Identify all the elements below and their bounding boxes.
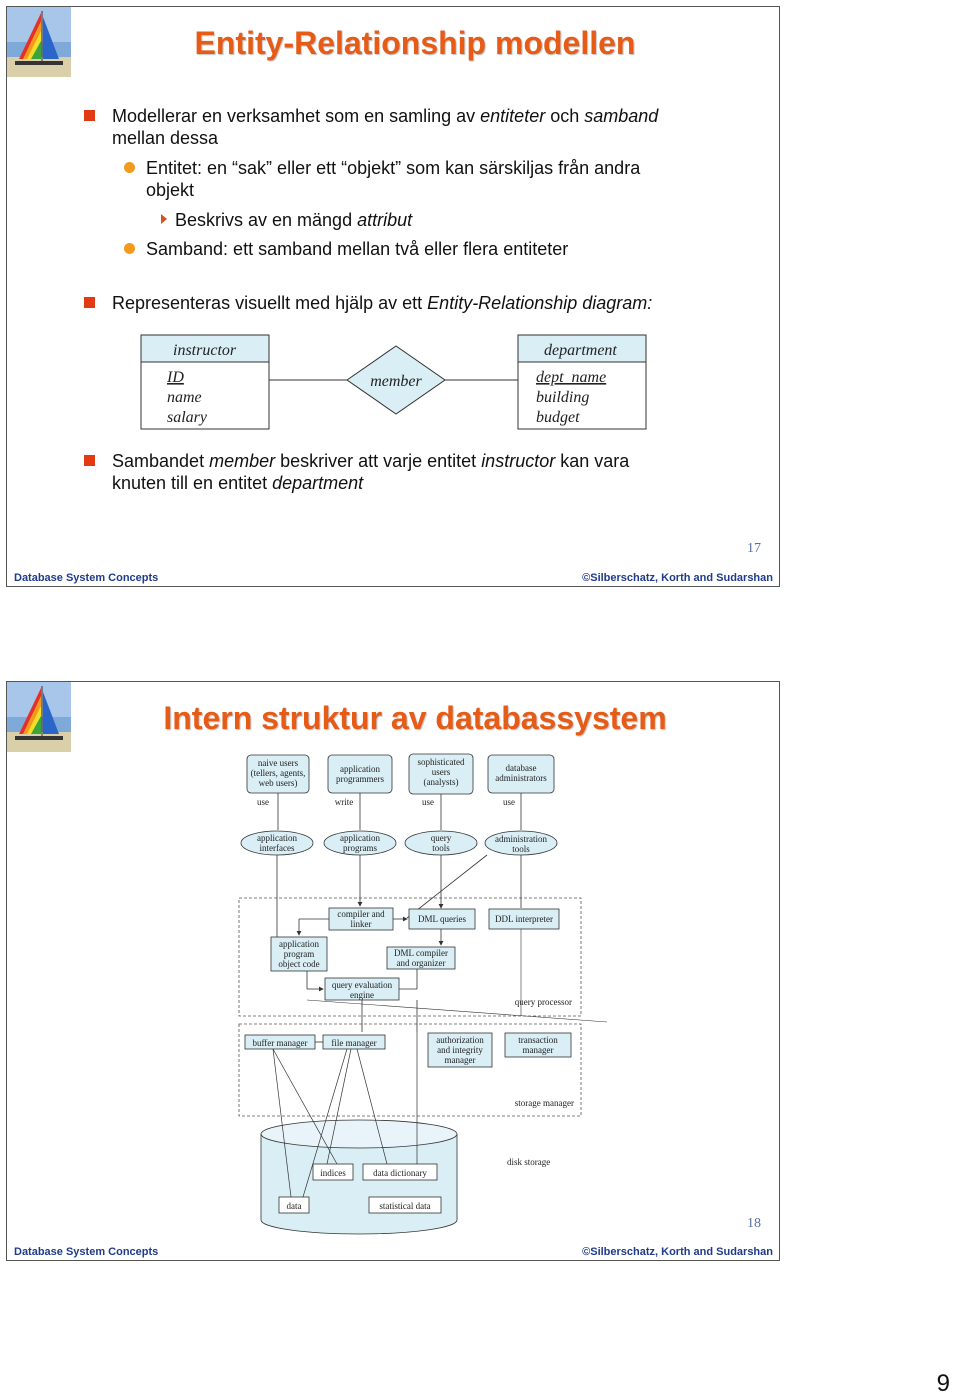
svg-text:administration: administration bbox=[495, 834, 547, 844]
svg-text:tools: tools bbox=[432, 843, 450, 853]
svg-text:(analysts): (analysts) bbox=[423, 777, 459, 787]
svg-text:manager: manager bbox=[444, 1055, 476, 1065]
relationship-member bbox=[347, 346, 445, 414]
attribute-key: ID bbox=[167, 369, 184, 386]
verb-label: use bbox=[503, 797, 515, 807]
footer-course: Database System Concepts bbox=[14, 1246, 159, 1258]
tool-app-interfaces bbox=[241, 831, 313, 855]
svg-text:buffer manager: buffer manager bbox=[252, 1038, 308, 1048]
buffer-manager bbox=[245, 1035, 315, 1049]
svg-text:data: data bbox=[286, 1201, 302, 1211]
svg-text:query evaluation: query evaluation bbox=[331, 980, 393, 990]
verb-label: use bbox=[257, 797, 269, 807]
svg-text:engine: engine bbox=[350, 990, 374, 1000]
tool-administration bbox=[485, 831, 557, 855]
svg-text:transaction: transaction bbox=[518, 1035, 558, 1045]
ddl-interpreter bbox=[489, 909, 559, 929]
svg-text:naive users: naive users bbox=[257, 758, 299, 768]
attribute-key: dept_name bbox=[536, 369, 607, 386]
svg-text:DML compiler: DML compiler bbox=[394, 948, 448, 958]
user-dba bbox=[488, 755, 554, 793]
bullet-representeras: Representeras visuellt med hjälp av ett Entity-Relationship diagram: bbox=[84, 292, 744, 314]
document-page-number: 9 bbox=[936, 1370, 950, 1397]
svg-text:linker: linker bbox=[350, 919, 372, 929]
attribute: building bbox=[536, 389, 590, 406]
svg-text:indices: indices bbox=[320, 1168, 346, 1178]
bullet-entitet: Entitet: en “sak” eller ett “objekt” som kan särskiljas från andra objekt bbox=[124, 157, 724, 201]
bullet-beskrivs: Beskrivs av en mängd attribut bbox=[161, 209, 721, 231]
svg-text:database: database bbox=[505, 763, 537, 773]
dml-queries bbox=[409, 909, 475, 929]
system-architecture-diagram bbox=[7, 682, 781, 1262]
slide-page-number: 17 bbox=[747, 541, 761, 556]
query-eval-engine bbox=[325, 978, 399, 1000]
entity-name: department bbox=[544, 342, 617, 359]
storage-manager-label: storage manager bbox=[514, 1098, 574, 1108]
query-processor-label: query processor bbox=[514, 997, 572, 1007]
dml-compiler bbox=[387, 947, 455, 969]
svg-text:users: users bbox=[431, 767, 451, 777]
svg-text:sophisticated: sophisticated bbox=[417, 757, 465, 767]
user-naive bbox=[247, 755, 309, 793]
data bbox=[279, 1197, 309, 1213]
svg-text:interfaces: interfaces bbox=[259, 843, 295, 853]
svg-text:program: program bbox=[283, 949, 315, 959]
app-program-object-code bbox=[271, 937, 327, 971]
bullet-sambandet: Sambandet member beskriver att varje entitet instructor kan vara knuten till en entitet department bbox=[84, 450, 744, 494]
svg-text:tools: tools bbox=[512, 844, 530, 854]
slide-title: Intern struktur av databassystem bbox=[163, 700, 667, 736]
svg-text:programmers: programmers bbox=[336, 774, 384, 784]
svg-text:manager: manager bbox=[522, 1045, 554, 1055]
relationship-name: member bbox=[370, 373, 422, 390]
svg-text:statistical data: statistical data bbox=[379, 1201, 431, 1211]
er-diagram bbox=[7, 7, 781, 588]
bullet-modellerar: Modellerar en verksamhet som en samling av entiteter och samband mellan dessa bbox=[84, 105, 744, 149]
svg-text:application: application bbox=[257, 833, 297, 843]
entity-instructor bbox=[141, 335, 269, 429]
attribute: salary bbox=[167, 409, 207, 426]
footer-course: Database System Concepts bbox=[14, 572, 159, 584]
user-sophisticated bbox=[409, 754, 473, 794]
slide-title: Entity-Relationship modellen bbox=[194, 25, 636, 61]
data-dictionary bbox=[363, 1164, 437, 1180]
svg-text:DDL interpreter: DDL interpreter bbox=[495, 914, 553, 924]
svg-text:and organizer: and organizer bbox=[396, 958, 446, 968]
transaction-manager bbox=[505, 1033, 571, 1057]
svg-text:web users): web users) bbox=[258, 778, 298, 788]
compiler-linker bbox=[329, 908, 393, 930]
tool-query bbox=[405, 831, 477, 855]
slide-17 bbox=[6, 6, 780, 587]
bullet-samband: Samband: ett samband mellan två eller flera entiteter bbox=[124, 238, 724, 260]
disk-storage-label: disk storage bbox=[507, 1157, 551, 1167]
footer-copyright: ©Silberschatz, Korth and Sudarshan bbox=[582, 572, 773, 584]
svg-text:administrators: administrators bbox=[495, 773, 547, 783]
slide-18 bbox=[6, 681, 780, 1261]
entity-name: instructor bbox=[173, 342, 237, 359]
svg-text:data dictionary: data dictionary bbox=[373, 1168, 427, 1178]
svg-text:file manager: file manager bbox=[331, 1038, 377, 1048]
footer-copyright: ©Silberschatz, Korth and Sudarshan bbox=[582, 1246, 773, 1258]
svg-text:(tellers, agents,: (tellers, agents, bbox=[250, 768, 306, 778]
auth-integrity-manager bbox=[428, 1033, 492, 1067]
statistical-data bbox=[369, 1197, 441, 1213]
svg-text:application: application bbox=[279, 939, 319, 949]
svg-text:authorization: authorization bbox=[436, 1035, 484, 1045]
svg-text:and integrity: and integrity bbox=[437, 1045, 483, 1055]
attribute: name bbox=[167, 389, 202, 406]
verb-label: use bbox=[422, 797, 434, 807]
svg-text:DML queries: DML queries bbox=[418, 914, 466, 924]
attribute: budget bbox=[536, 409, 580, 426]
slide-page-number: 18 bbox=[747, 1216, 761, 1231]
tool-app-programs bbox=[324, 831, 396, 855]
verb-label: write bbox=[334, 797, 354, 807]
entity-department bbox=[518, 335, 646, 429]
indices bbox=[313, 1164, 353, 1180]
svg-text:programs: programs bbox=[343, 843, 377, 853]
svg-text:query: query bbox=[430, 833, 452, 843]
file-manager bbox=[323, 1035, 385, 1049]
svg-text:object code: object code bbox=[278, 959, 320, 969]
svg-text:compiler and: compiler and bbox=[337, 909, 385, 919]
square-bullet-icon bbox=[84, 455, 95, 466]
user-app-programmers bbox=[328, 755, 392, 793]
svg-text:application: application bbox=[340, 833, 380, 843]
svg-text:application: application bbox=[340, 764, 380, 774]
